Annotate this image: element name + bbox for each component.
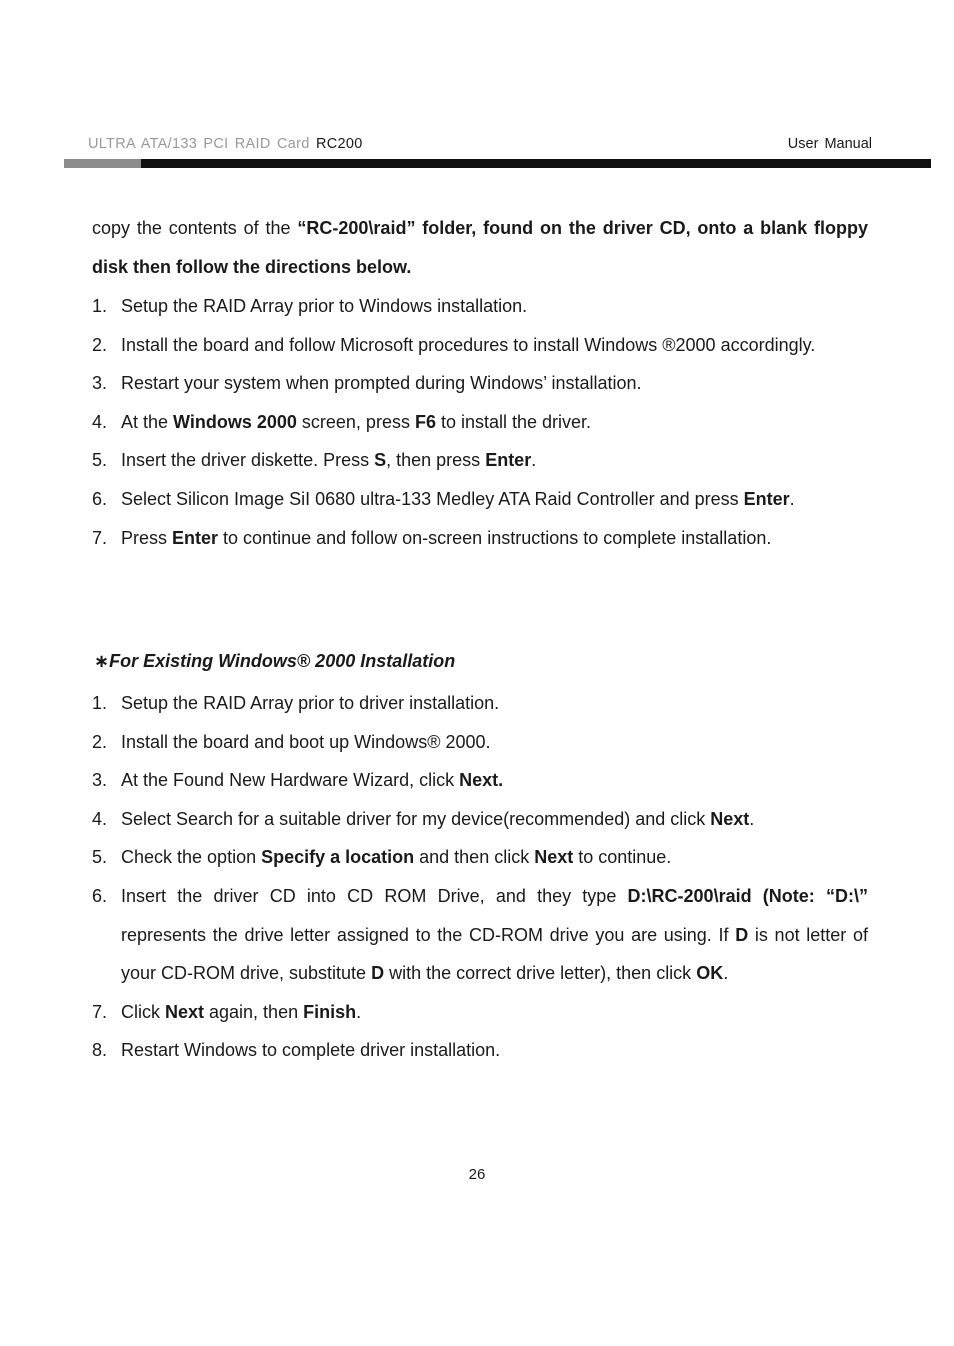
- step-item: [92, 441, 868, 480]
- step-text: .: [789, 488, 795, 509]
- step-item: [92, 723, 868, 762]
- step-text: At the: [121, 411, 174, 432]
- step-item: [92, 800, 868, 839]
- step-emphasis: Windows 2000: [173, 411, 297, 432]
- step-text: with the correct drive letter), then click: [384, 963, 697, 984]
- step-text: Select Search for a suitable driver for my device(recommended) and click: [121, 808, 711, 829]
- section-title: ∗For Existing Windows® 2000 Installation: [94, 651, 456, 671]
- step-number: 2.: [92, 731, 108, 752]
- step-emphasis: Enter: [485, 450, 532, 471]
- step-text: Click: [121, 1001, 165, 1022]
- step-text: Restart your system when prompted during Windows’ installation.: [121, 373, 642, 394]
- step-text: .: [531, 450, 537, 471]
- step-number: 1.: [92, 296, 108, 316]
- header-model: RC200: [315, 136, 363, 152]
- step-text: and then click: [414, 847, 535, 868]
- step-number: 6.: [92, 488, 108, 509]
- step-text: represents the drive letter assigned to the CD-ROM drive you are using. If: [121, 924, 736, 945]
- step-text: screen, press: [296, 411, 415, 432]
- step-number: 4.: [92, 411, 108, 432]
- step-number: 3.: [92, 373, 108, 394]
- header-rule-accent: [64, 159, 141, 168]
- page-number: 26: [468, 1166, 486, 1183]
- step-text: Install the board and follow Microsoft procedures to install Windows ®2000 accordingly.: [121, 334, 816, 355]
- step-number: 2.: [92, 334, 108, 355]
- header-manual-label: User Manual: [787, 136, 872, 152]
- step-text: Install the board and boot up Windows® 2000.: [121, 731, 491, 752]
- step-number: 8.: [92, 1040, 108, 1061]
- step-text: is not letter of your CD-ROM drive, substitute: [121, 924, 868, 984]
- step-text: Setup the RAID Array prior to driver installation.: [121, 693, 500, 713]
- intro-paragraph: [92, 209, 868, 286]
- step-text: Check the option: [121, 847, 262, 868]
- step-emphasis: Enter: [743, 488, 790, 509]
- step-item: [92, 1031, 868, 1070]
- step-item: [92, 684, 868, 723]
- step-emphasis: Next.: [459, 770, 504, 791]
- step-item: [92, 364, 868, 403]
- step-text: .: [723, 963, 729, 984]
- step-number: 7.: [92, 527, 108, 548]
- step-number: 5.: [92, 450, 108, 471]
- step-text: Select Silicon Image SiI 0680 ultra-133 Medley ATA Raid Controller and press: [121, 488, 744, 509]
- step-text: Setup the RAID Array prior to Windows installation.: [121, 296, 528, 316]
- step-text: At the Found New Hardware Wizard, click: [121, 770, 460, 791]
- intro-bold-text: “RC-200\raid” folder, found on the driver CD, onto a blank floppy disk then follow the directions below.: [92, 218, 868, 277]
- step-emphasis: Enter: [172, 527, 219, 548]
- step-emphasis: D:\RC-200\raid (Note: “D:\”: [627, 885, 868, 906]
- step-number: 4.: [92, 808, 108, 829]
- step-text: again, then: [204, 1001, 304, 1022]
- step-emphasis: Finish: [303, 1001, 357, 1022]
- page-header: [88, 136, 872, 156]
- step-emphasis: D: [371, 963, 385, 984]
- existing-install-steps: [92, 684, 868, 1070]
- header-product-name: ULTRA ATA/133 PCI RAID Card: [88, 136, 310, 152]
- step-text: .: [356, 1001, 362, 1022]
- step-emphasis: Next: [165, 1001, 205, 1022]
- step-text: Insert the driver CD into CD ROM Drive, and they type: [121, 885, 628, 906]
- step-number: 5.: [92, 847, 108, 868]
- step-item: [92, 838, 868, 877]
- step-text: to continue.: [573, 847, 672, 868]
- step-item: [92, 519, 868, 558]
- step-emphasis: D: [735, 924, 749, 945]
- step-item: [92, 480, 868, 519]
- step-item: [92, 993, 868, 1032]
- intro-text: copy the contents of the: [92, 218, 298, 238]
- step-text: to continue and follow on-screen instructions to complete installation.: [218, 527, 772, 548]
- step-emphasis: S: [374, 450, 387, 471]
- step-emphasis: OK: [696, 963, 724, 984]
- header-product: [88, 136, 363, 152]
- step-emphasis: F6: [414, 411, 436, 432]
- step-text: Restart Windows to complete driver installation.: [121, 1040, 501, 1061]
- step-text: Press: [121, 527, 173, 548]
- new-install-steps: [92, 287, 868, 557]
- step-item: [92, 403, 868, 442]
- step-item: [92, 326, 868, 365]
- step-emphasis: Next: [534, 847, 574, 868]
- step-item: [92, 877, 868, 993]
- step-item: [92, 287, 868, 326]
- step-text: .: [749, 808, 755, 829]
- step-text: Insert the driver diskette. Press: [121, 450, 375, 471]
- step-number: 7.: [92, 1001, 108, 1022]
- step-number: 3.: [92, 770, 108, 791]
- step-text: , then press: [386, 450, 486, 471]
- step-item: [92, 761, 868, 800]
- step-text: to install the driver.: [435, 411, 592, 432]
- step-emphasis: Specify a location: [261, 847, 415, 868]
- step-emphasis: Next: [710, 808, 750, 829]
- step-number: 6.: [92, 885, 108, 906]
- header-rule: [141, 159, 931, 168]
- step-number: 1.: [92, 693, 108, 713]
